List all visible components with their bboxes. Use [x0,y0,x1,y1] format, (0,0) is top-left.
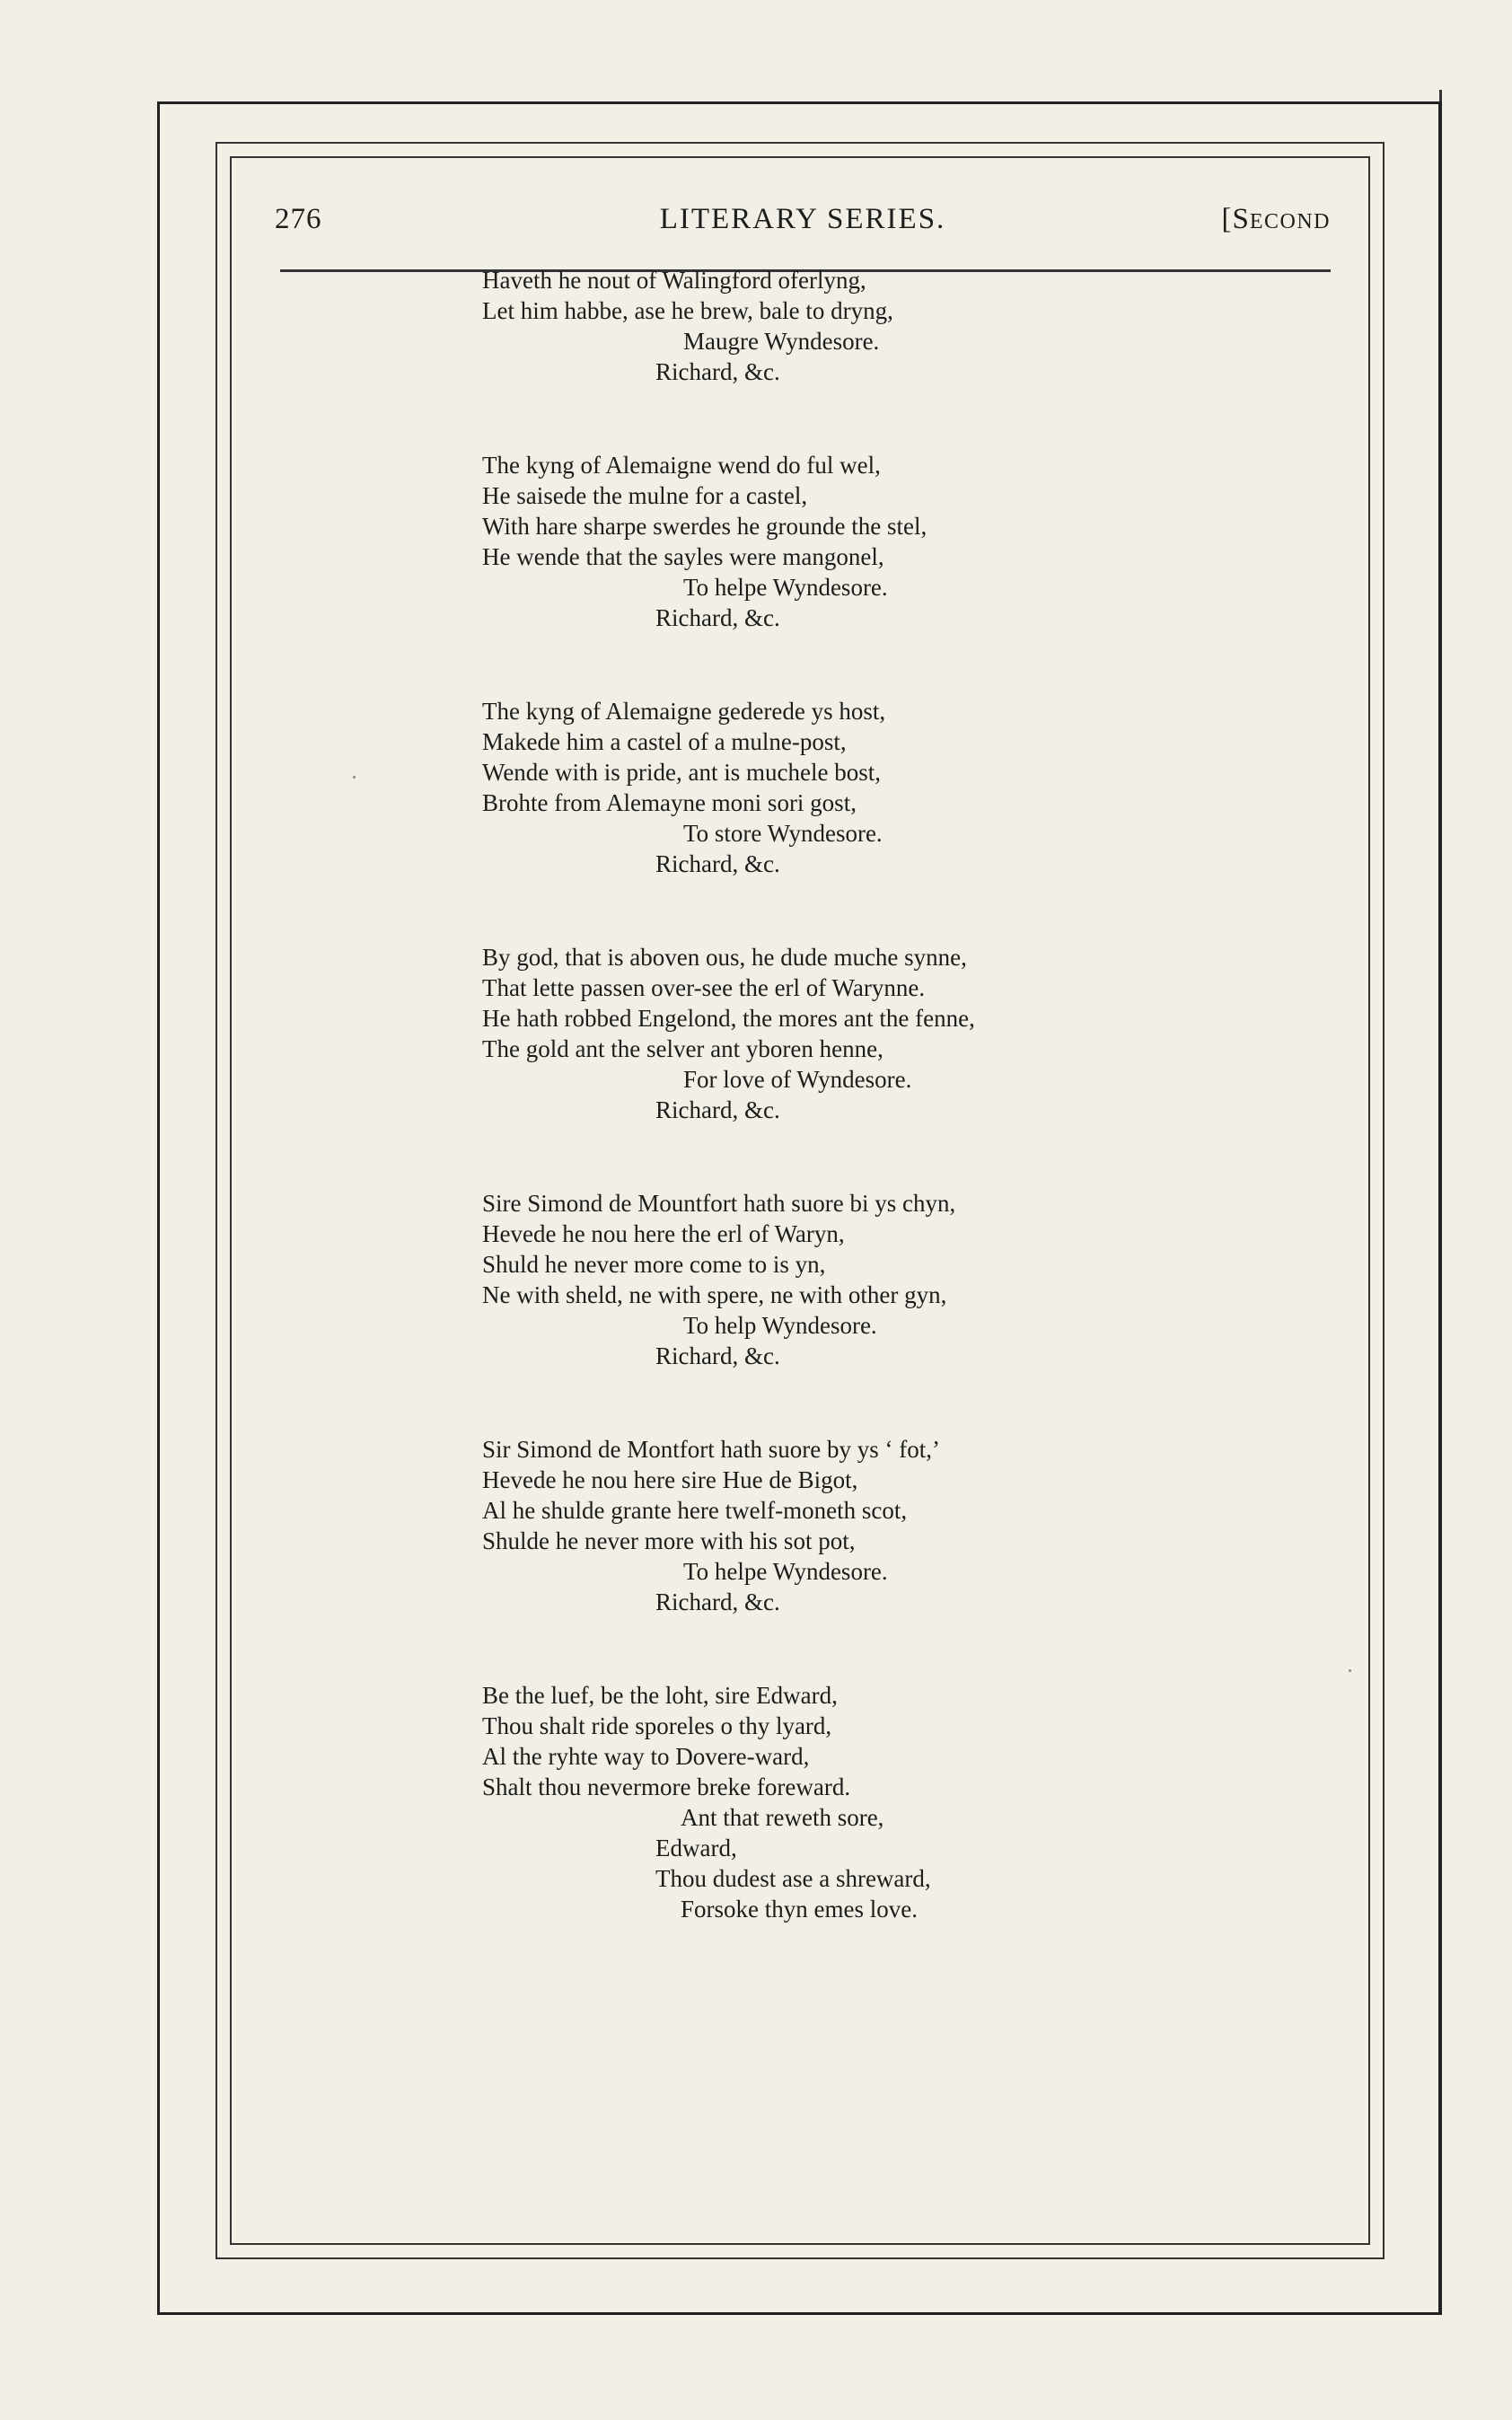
section-label-initial: [S [1221,203,1250,235]
poem-line: He saisede the mulne for a castel, [482,482,808,509]
chorus-line: Richard, &c. [655,850,780,877]
poem-line: Ne with sheld, ne with spere, ne with other gyn, [482,1281,947,1308]
section-label [1221,203,1331,236]
refrain-line: To help Wyndesore. [683,1312,877,1339]
refrain-line: For love of Wyndesore. [683,1066,912,1093]
poem-line: Al he shulde grante here twelf-moneth scot, [482,1497,908,1524]
running-header [275,203,1331,242]
poem-line: The kyng of Alemaigne wend do ful wel, [482,452,881,479]
tail-line: Edward, [655,1835,737,1861]
poem-line: Let him habbe, ase he brew, bale to dryng, [482,297,893,324]
poem-line: Sir Simond de Montfort hath suore by ys ‘ fot,’ [482,1436,940,1463]
poem-line: Shuld he never more come to is yn, [482,1251,826,1278]
chorus-line: Richard, &c. [655,1342,780,1369]
refrain-line: Maugre Wyndesore. [683,328,880,355]
tail-line: Forsoke thyn emes love. [681,1896,918,1923]
poem-line: Al the ryhte way to Dovere-ward, [482,1743,810,1770]
poem-line: The gold ant the selver ant yboren henne, [482,1035,883,1062]
poem-line: Haveth he nout of Walingford oferlyng, [482,267,866,294]
poem-line: Brohte from Alemayne moni sori gost, [482,789,857,816]
poem-body [482,265,1147,1924]
chorus-line: Richard, &c. [655,604,780,631]
poem-line: He hath robbed Engelond, the mores ant the fenne, [482,1005,975,1032]
poem-line: Shalt thou nevermore breke foreward. [482,1773,851,1800]
poem-line: Sire Simond de Mountfort hath suore bi ys chyn, [482,1190,956,1217]
paper-speck [1349,1669,1351,1672]
poem-line: Hevede he nou here the erl of Waryn, [482,1220,845,1247]
page-number: 276 [275,203,322,235]
poem-line: Shulde he never more with his sot pot, [482,1527,856,1554]
poem-line: That lette passen over-see the erl of Warynne. [482,974,926,1001]
section-label-rest: ECOND [1249,210,1331,233]
poem-line: With hare sharpe swerdes he grounde the stel, [482,513,927,540]
stanza [482,265,1147,387]
stanza [482,942,1147,1125]
poem-line: The kyng of Alemaigne gederede ys host, [482,698,886,725]
refrain-line: To helpe Wyndesore. [683,574,888,601]
stanza [482,1188,1147,1371]
tail-line: Thou dudest ase a shreward, [655,1865,931,1892]
poem-line: Hevede he nou here sire Hue de Bigot, [482,1466,858,1493]
stanza [482,1680,1147,1924]
stanza [482,450,1147,633]
poem-line: Makede him a castel of a mulne-post, [482,728,847,755]
page-title: LITERARY SERIES. [659,203,946,235]
tail-line: Ant that reweth sore, [681,1804,884,1831]
refrain-line: To helpe Wyndesore. [683,1558,888,1585]
chorus-line: Richard, &c. [655,1096,780,1123]
poem-line: Thou shalt ride sporeles o thy lyard, [482,1712,832,1739]
paper-speck [353,776,356,779]
stanza [482,696,1147,879]
chorus-line: Richard, &c. [655,358,780,385]
poem-line: Be the luef, be the loht, sire Edward, [482,1682,838,1709]
poem-line: Wende with is pride, ant is muchele bost, [482,759,881,786]
poem-line: He wende that the sayles were mangonel, [482,543,884,570]
chorus-line: Richard, &c. [655,1588,780,1615]
refrain-line: To store Wyndesore. [683,820,883,847]
stanza [482,1434,1147,1617]
poem-line: By god, that is aboven ous, he dude muche synne, [482,944,967,971]
